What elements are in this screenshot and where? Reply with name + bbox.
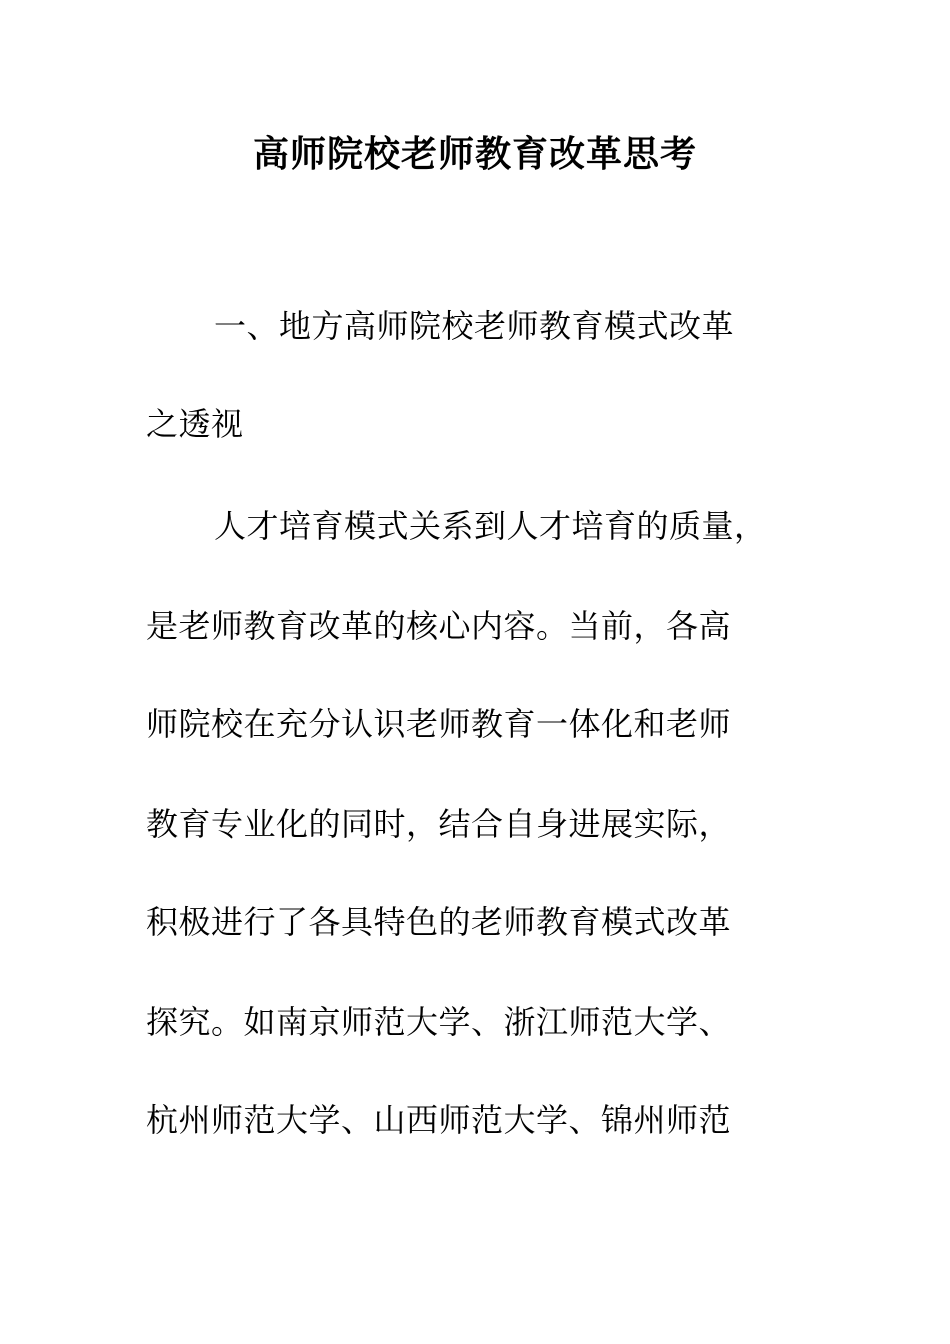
- paragraph-line: 人才培育模式关系到人才培育的质量，: [214, 507, 767, 545]
- section-heading-line-1: 一、地方高师院校老师教育模式改革: [214, 307, 735, 345]
- paragraph-line: 积极进行了各具特色的老师教育模式改革: [146, 903, 732, 941]
- paragraph-line: 探究。如南京师范大学、浙江师范大学、: [146, 1003, 732, 1041]
- section-heading-line-2: 之透视: [146, 405, 244, 443]
- document-title: 高师院校老师教育改革思考: [252, 133, 697, 175]
- paragraph-line: 教育专业化的同时，结合自身进展实际，: [146, 805, 732, 843]
- paragraph-line: 是老师教育改革的核心内容。当前，各高: [146, 607, 732, 645]
- paragraph-line: 师院校在充分认识老师教育一体化和老师: [146, 705, 732, 743]
- paragraph-line: 杭州师范大学、山西师范大学、锦州师范: [146, 1101, 732, 1139]
